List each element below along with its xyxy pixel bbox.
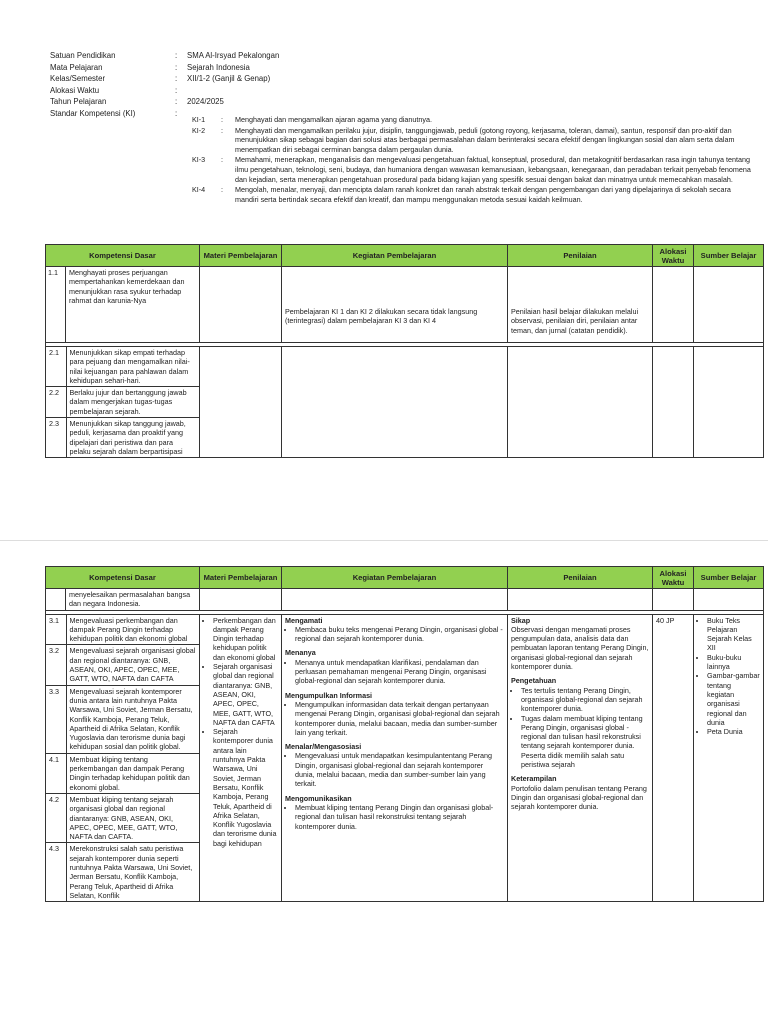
- header-alokasi: Alokasi Waktu: [653, 567, 694, 589]
- table-header-row: [46, 245, 764, 267]
- document-page-2: [0, 540, 768, 1025]
- list-item: • Membuat kliping tentang Perang Dingin dan organisasi global-regional dan tulisan hasil rekonstruksi tentang sejarah kontemporer dunia.: [295, 803, 504, 831]
- header-materi: Materi Pembelajaran: [200, 245, 282, 267]
- ki-list: [192, 115, 752, 205]
- kd-item: 2.2 Berlaku jujur dan bertanggung jawab dalam mengerjakan tugas-tugas pembelajaran sejarah.: [46, 387, 199, 418]
- kd-item: 4.3 Merekonstruksi salah satu peristiwa sejarah kontemporer dunia seperti runtuhnya Pakta Warsawa, Uni Soviet, Jerman Bersatu, Konflik Kamboja, Perang Teluk, Apartheid di Afrika Selatan, Konflik: [46, 843, 199, 901]
- table-row: [46, 614, 764, 902]
- materi-cell: [200, 614, 282, 902]
- kegiatan-cell: [282, 614, 508, 902]
- kd-list: [46, 615, 199, 902]
- list-item: • Tes tertulis tentang Perang Dingin, organisasi global-regional dan sejarah kontemporer dunia.: [521, 686, 649, 714]
- section-title: Mengomunikasikan: [285, 793, 352, 803]
- list-item: • Buku-buku lainnya: [707, 653, 760, 672]
- list-item: • Mengumpulkan informasidan data terkait dengan pertanyaan mengenai Perang Dingin, organisasi global-regional dan sejarah kontemporer dunia, melalui bacaan, media dan sumber-sumber lain yang terkait.: [295, 700, 504, 737]
- sumber-cell: [694, 614, 764, 902]
- kd-item: 4.1 Membuat kliping tentang perkembangan dan dampak Perang Dingin terhadap kehidupan politik dan ekonomi global.: [46, 753, 199, 793]
- table-row: [46, 347, 764, 458]
- kd-continuation: menyelesaikan permasalahan bangsa dan negara Indonesia.: [66, 589, 200, 611]
- header-materi: Materi Pembelajaran: [200, 567, 282, 589]
- list-item: • Menanya untuk mendapatkan klarifikasi, pendalaman dan perluasan pemahaman mengenai Perang Dingin, organisasi global-regional dan sejarah kontemporer dunia.: [295, 658, 504, 686]
- kd-item: 3.1 Mengevaluasi perkembangan dan dampak Perang Dingin terhadap kehidupan politik dan ekonomi global: [46, 615, 199, 645]
- kd-item: 4.2 Membuat kliping tentang sejarah organisasi global dan regional diantaranya: GNB, ASEAN, OKI, APEC, OPEC, MEE, GATT, WTO, NAFTA dan CAFTA.: [46, 793, 199, 842]
- ki-item: KI-4 : Mengolah, menalar, menyaji, dan mencipta dalam ranah konkret dan ranah abstrak terkait dengan pengembangan dari yang dipelajarinya di sekolah secara mandiri serta bertindak secara efektif dan kreatif, dan mampu menggunakan metoda sesuai kaidah keilmuan.: [192, 185, 731, 204]
- header-row: Mata Pelajaran : Sejarah Indonesia: [50, 62, 250, 72]
- penilaian-cell: Penilaian hasil belajar dilakukan melalui observasi, penilaian diri, penilaian antar teman, dan jurnal (catatan pendidik).: [508, 267, 653, 343]
- penilaian-cell: Sikap Observasi dengan mengamati proses pengumpulan data, analisis data dan pembuatan laporan tentang Perang Dingin, organisasi global-regional dan sejarah kontemporer dunia. Pengetahuan • Tes tertulis tentang Perang Dingin, organisasi global-regional dan sejarah kontemporer dunia. • Tugas dalam membuat kliping tentang Perang Dingin, organisasi global - regional dan tulisan hasil rekonstruksi tentang sejarah kontemporer dunia. Peserta didik memilih salah satu peristiwa sejarah Keterampilan Portofolio dalam penulisan tentang Perang Dingin dan organisasi global-regional dan sejarah kontemporer dunia.: [508, 614, 653, 902]
- header-kompetensi-dasar: Kompetensi Dasar: [46, 567, 200, 589]
- header-sumber: Sumber Belajar: [694, 245, 764, 267]
- list-item: • Gambar-gambar tentang kegiatan organisasi regional dan dunia: [707, 671, 760, 727]
- header-penilaian: Penilaian: [508, 567, 653, 589]
- list-item: • Mengevaluasi untuk mendapatkan kesimpulantentang Perang Dingin, organisasi global-regional dan sejarah kontemporer dunia, melalui bacaan, media dan sumber-sumber lain yang terkait.: [295, 751, 504, 788]
- table-header-row: [46, 567, 764, 589]
- header-kegiatan: Kegiatan Pembelajaran: [282, 567, 508, 589]
- kd-item: 3.3 Mengevaluasi sejarah kontemporer dunia antara lain runtuhnya Pakta Warsawa, Uni Soviet, Jerman Bersatu, Konflik Kamboja, Perang Teluk, Apartheid di Afrika Selatan, Konflik Yugoslavia dan terorisme dunia bagi kehidupan sosial dan politik global.: [46, 685, 199, 753]
- table-row: 1.1 Menghayati proses perjuangan mempertahankan kemerdekaan dan menunjukkan rasa syukur terhadap rahmat dan karunia-Nya Pembelajaran KI 1 dan KI 2 dilakukan secara tidak langsung (terintegrasi) dalam pembelajaran KI 3 dan KI 4 Penilaian hasil belajar dilakukan melalui observasi, penilaian diri, penilaian antar teman, dan jurnal (catatan pendidik).: [46, 267, 764, 343]
- section-title: Menalar/Mengasosiasi: [285, 742, 362, 752]
- table-row: [46, 589, 764, 611]
- sumber-list: [697, 616, 760, 737]
- section-title: Sikap: [511, 615, 531, 625]
- kd-item: 3.2 Mengevaluasi sejarah organisasi global dan regional diantaranya: GNB, ASEAN, OKI, APEC, OPEC, MEE, GATT, WTO, NAFTA dan CAFTA: [46, 645, 199, 685]
- list-item: • Sejarah kontemporer dunia antara lain runtuhnya Pakta Warsawa, Uni Soviet, Jerman Bersatu, Konflik Kamboja, Perang Teluk, Apartheid di Afrika Selatan, Konflik Yugoslavia dan terorisme dunia bagi kehidupan: [213, 727, 278, 848]
- materi-list: [203, 616, 278, 848]
- header-row: Satuan Pendidikan : SMA Al-Irsyad Pekalongan: [50, 51, 280, 60]
- list-item: • Tugas dalam membuat kliping tentang Perang Dingin, organisasi global - regional dan tulisan hasil rekonstruksi tentang sejarah kontemporer dunia. Peserta didik memilih salah satu peristiwa sejarah: [521, 714, 649, 770]
- kegiatan-cell: Pembelajaran KI 1 dan KI 2 dilakukan secara tidak langsung (terintegrasi) dalam pembelajaran KI 3 dan KI 4: [282, 267, 508, 343]
- ki-item: KI-1 : Menghayati dan mengamalkan ajaran agama yang dianutnya.: [192, 115, 432, 124]
- ki-item: KI-3 : Memahami, menerapkan, menganalisis dan mengevaluasi pengetahuan faktual, konseptual, prosedural, dan metakognitif berdasarkan rasa ingin tahunya tentang ilmu pengetahuan, teknologi, seni, budaya, dan humaniora dengan wawasan kemanusiaan, kebangsaan, kenegaraan, dan peradaban terkait penyebab fenomena dan kejadian, serta menerapkan pengetahuan prosedural pada bidang kajian yang spesifik sesuai dengan bakat dan minatnya untuk memecahkan masalah.: [192, 155, 751, 184]
- header-alokasi: Alokasi Waktu: [653, 245, 694, 267]
- header-kompetensi-dasar: Kompetensi Dasar: [46, 245, 200, 267]
- section-title: Keterampilan: [511, 774, 557, 784]
- kd-list: [46, 347, 199, 457]
- list-item: • Sejarah organisasi global dan regional diantaranya: GNB, ASEAN, OKI, APEC, OPEC, MEE, GATT, WTO, NAFTA dan CAFTA: [213, 662, 278, 727]
- header-sumber: Sumber Belajar: [694, 567, 764, 589]
- ki-item: KI-2 : Menghayati dan mengamalkan perilaku jujur, disiplin, tanggungjawab, peduli (gotong royong, kerjasama, toleran, damai), santun, responsif dan pro-aktif dan menunjukkan sikap sebagai bagian dari solusi atas berbagai permasalahan dalam berinteraksi secara efektif dengan lingkungan sosial dan alam serta dalam menempatkan diri sebagai cerminan bangsa dalam pergaulan dunia.: [192, 125, 735, 154]
- header-row: Standar Kompetensi (KI) :: [50, 108, 178, 118]
- list-item: • Membaca buku teks mengenai Perang Dingin, organisasi global - regional dan sejarah kontemporer dunia.: [295, 625, 504, 644]
- alokasi-cell: 40 JP: [653, 614, 694, 902]
- list-item: • Peta Dunia: [707, 727, 760, 736]
- syllabus-table-1: [45, 244, 764, 458]
- kd-cell: Menghayati proses perjuangan mempertahankan kemerdekaan dan menunjukkan rasa syukur terhadap rahmat dan karunia-Nya: [66, 267, 200, 343]
- header-row: Alokasi Waktu :: [50, 85, 178, 95]
- document-header: [50, 50, 750, 120]
- header-kegiatan: Kegiatan Pembelajaran: [282, 245, 508, 267]
- list-item: • Perkembangan dan dampak Perang Dingin terhadap kehidupan politik dan ekonomi global: [213, 616, 278, 662]
- section-title: Pengetahuan: [511, 676, 557, 686]
- syllabus-table-2: [45, 566, 764, 902]
- kd-item: 2.1 Menunjukkan sikap empati terhadap para pejuang dan mengamalkan nilai-nilai kejuangan para pahlawan dalam kehidupan sehari-hari.: [46, 347, 199, 387]
- kd-item: 2.3 Menunjukkan sikap tanggung jawab, peduli, kerjasama dan proaktif yang dipelajari dari peristiwa dan para pelaku sejarah dalam berpartisipasi: [46, 418, 199, 458]
- header-row: Kelas/Semester : XII/1-2 (Ganjil & Genap): [50, 74, 271, 84]
- header-row: Tahun Pelajaran : 2024/2025: [50, 97, 224, 107]
- header-penilaian: Penilaian: [508, 245, 653, 267]
- section-title: Mengumpulkan Informasi: [285, 690, 373, 700]
- section-title: Mengamati: [285, 615, 323, 625]
- list-item: • Buku Teks Pelajaran Sejarah Kelas XII: [707, 616, 760, 653]
- section-title: Menanya: [285, 648, 316, 658]
